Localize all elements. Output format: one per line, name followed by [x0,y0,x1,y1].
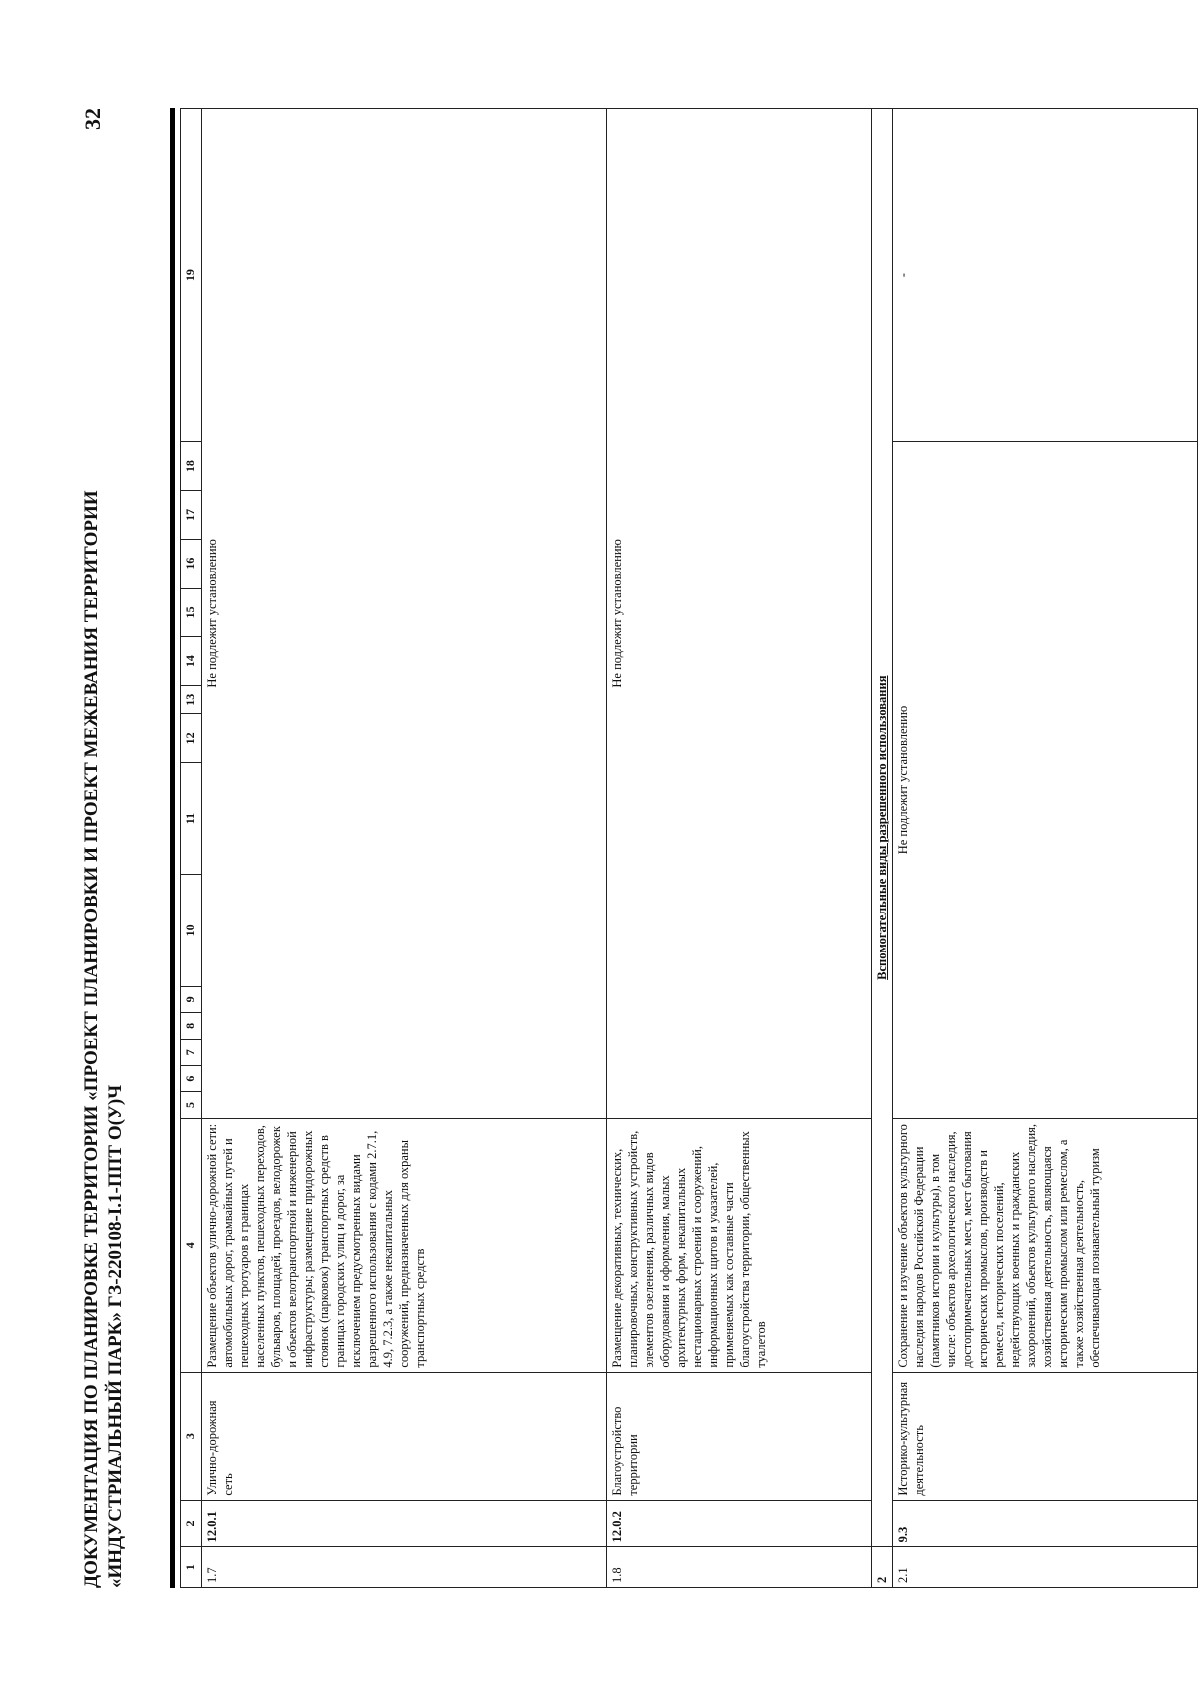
use-code: 12.0.1 [202,1500,607,1547]
header-rule [170,108,175,1588]
row-number: 2.1 [893,1547,1198,1588]
use-description: Размещение декоративных, технических, планировочных, конструктивных устройств, элементов озеленения, различных видов оборудования и оформления, малых архитектурных форм, некапитальных нестационарных строений и сооружений, информационных щитов и указателей, применяемых как составные части благоустройства территории, общественных туалетов [607,1118,872,1372]
section-number: 2 [872,1547,893,1588]
column-number: 17 [181,491,202,540]
params-note: Не подлежит установлению [893,442,1198,1118]
column-number: 14 [181,637,202,686]
column-number: 13 [181,686,202,714]
column-number: 4 [181,1118,202,1372]
column-number: 2 [181,1500,202,1547]
use-description: Сохранение и изучение объектов культурного наследия народов Российской Федерации (памятников истории и культуры), в том числе: объектов археологического наследия, достопримечательных мест, мест бытования исторических промыслов, производств и ремесел, исторических поселений, недействующих военных и гражданских захоронений, объектов культурного наследия, хозяйственная деятельность, являющаяся историческим промыслом или ремеслом, а также хозяйственная деятельность, обеспечивающая познавательный туризм [893,1118,1198,1372]
column-number: 10 [181,874,202,986]
column-number: 7 [181,1039,202,1065]
column-number: 16 [181,539,202,588]
use-name: Историко-культурная деятельность [893,1372,1198,1500]
column-number: 18 [181,442,202,491]
land-use-table [180,108,1198,1588]
column-number: 15 [181,588,202,637]
row-number: 1.8 [607,1547,872,1588]
document-header [80,490,128,1588]
use-name: Улично-дорожная сеть [202,1372,607,1500]
use-code: 12.0.2 [607,1500,872,1547]
row-number: 1.7 [202,1547,607,1588]
use-name: Благоустройство территории [607,1372,872,1500]
column-number: 8 [181,1013,202,1039]
table-row [607,109,872,1588]
section-title: Вспомогательные виды разрешенного использования [872,109,893,1547]
column-number: 3 [181,1372,202,1500]
column-number: 19 [181,109,202,442]
column-number: 11 [181,763,202,875]
section-row [872,109,893,1588]
params-note: Не подлежит установлению [607,109,872,1119]
use-description: Размещение объектов улично-дорожной сети: автомобильных дорог, трамвайных путей и пешеходных тротуаров в границах населенных пунктов, пешеходных переходов, бульваров, площадей, проездов, велодорожек и объектов велотранспортной и инженерной инфраструктуры; размещение придорожных стоянок (парковок) транспортных средств в границах городских улиц и дорог, за исключением предусмотренных видами разрешенного использования с кодами 2.7.1, 4.9, 7.2.3, а также некапитальных сооружений, предназначенных для охраны транспортных средств [202,1118,607,1372]
document-page [80,108,1120,1588]
col19-value: - [893,109,1198,442]
params-note: Не подлежит установлению [202,109,607,1119]
column-number: 5 [181,1092,202,1118]
page-number: 32 [80,108,105,130]
column-number-row [181,109,202,1588]
header-line-2: «ИНДУСТРИАЛЬНЫЙ ПАРК» ГЗ-220108-I.1-ППТ О(У)Ч [105,1084,126,1588]
column-number: 9 [181,986,202,1012]
table-row [893,109,1198,1588]
header-line-1: ДОКУМЕНТАЦИЯ ПО ПЛАНИРОВКЕ ТЕРРИТОРИИ «ПРОЕКТ ПЛАНИРОВКИ И ПРОЕКТ МЕЖЕВАНИЯ ТЕРРИТОРИИ [81,490,102,1588]
use-code: 9.3 [893,1500,1198,1547]
column-number: 1 [181,1547,202,1588]
column-number: 12 [181,714,202,763]
table-row [202,109,607,1588]
column-number: 6 [181,1065,202,1091]
